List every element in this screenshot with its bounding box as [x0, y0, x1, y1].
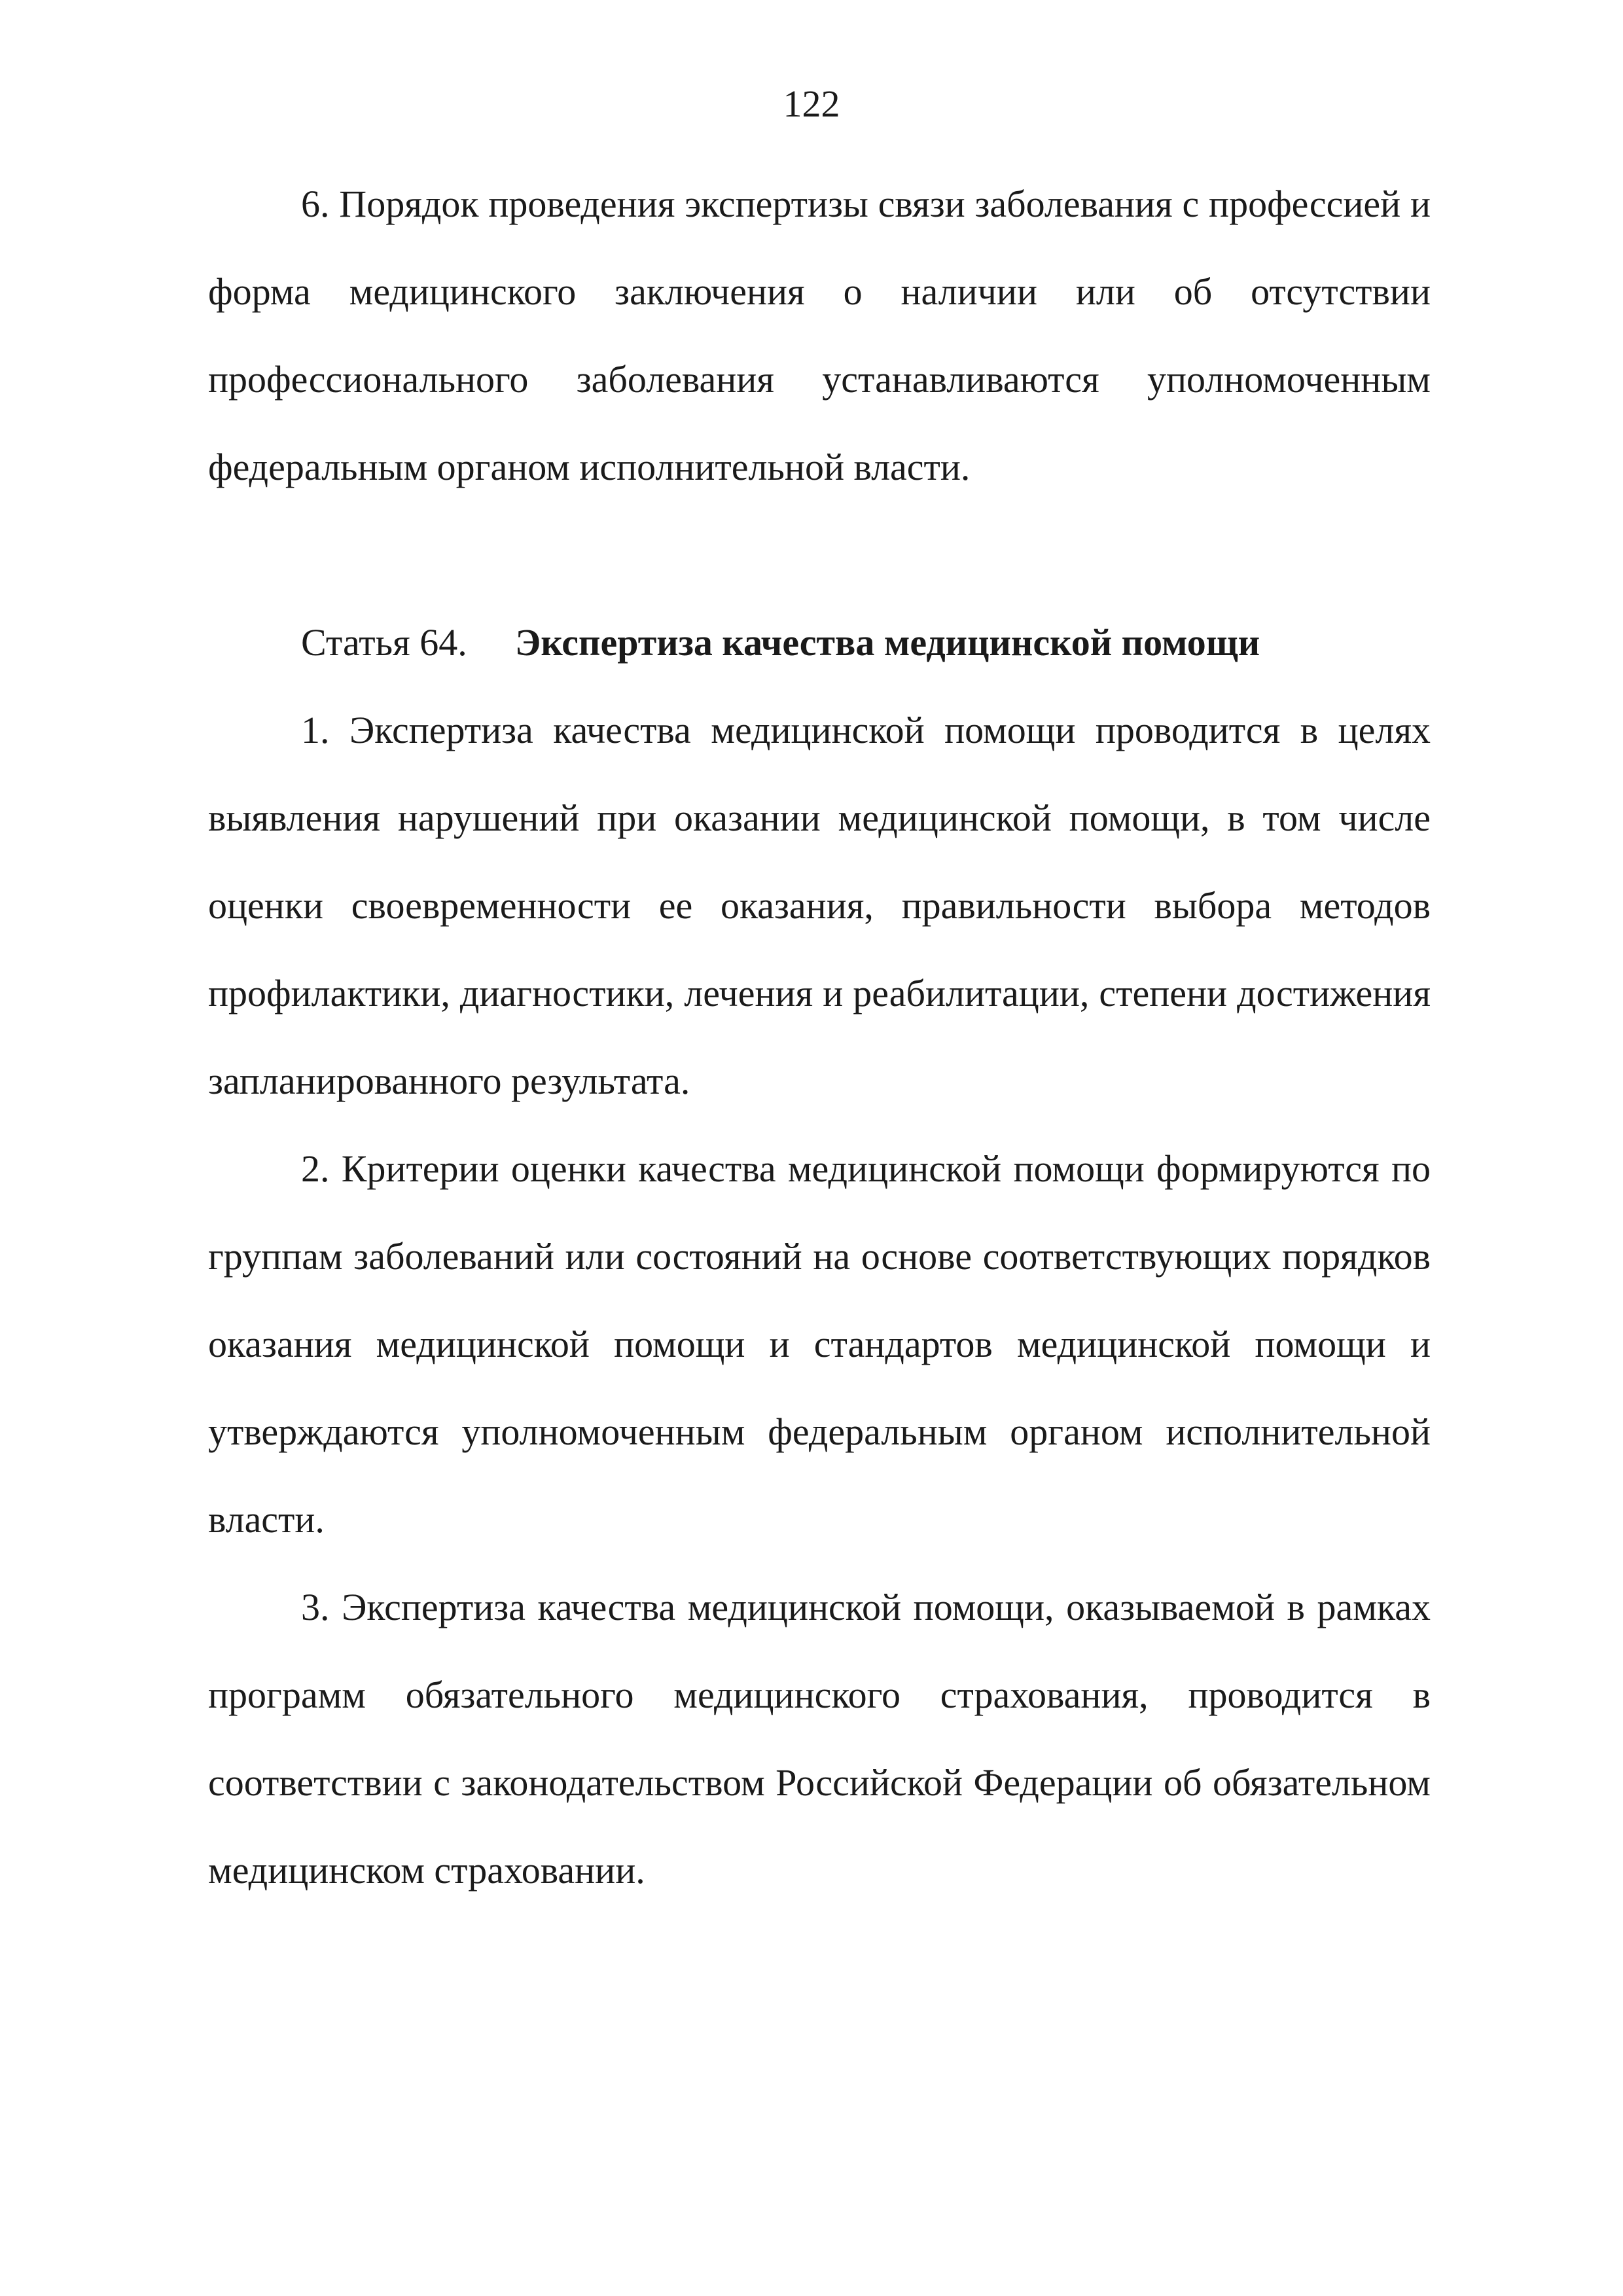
document-body — [208, 160, 1431, 1914]
paragraph-6: 6. Порядок проведения экспертизы связи заболевания с профессией и форма медицинского заключения о наличии или об отсутствии профессионального заболевания устанавливаются уполномоченным федеральным органом исполнительной власти. — [208, 183, 1431, 488]
article-paragraph-1: 1. Экспертиза качества медицинской помощи проводится в целях выявления нарушений при оказании медицинской помощи, в том числе оценки своевременности ее оказания, правильности выбора методов профилактики, диагностики, лечения и реабилитации, степени достижения запланированного результата. — [208, 709, 1431, 1102]
article-paragraph-3: 3. Экспертиза качества медицинской помощи, оказываемой в рамках программ обязательного медицинского страхования, проводится в соответствии с законодательством Российской Федерации об обязательном медицинском страховании. — [208, 1586, 1431, 1892]
article-heading — [208, 599, 1431, 687]
page-number: 122 — [783, 82, 840, 125]
article-paragraph-2: 2. Критерии оценки качества медицинской помощи формируются по группам заболеваний или состояний на основе соответствующих порядков оказания медицинской помощи и стандартов медицинской помощи и утверждаются уполномоченным федеральным органом исполнительной власти. — [208, 1147, 1431, 1541]
article-label: Статья 64. — [301, 621, 467, 664]
article-title: Экспертиза качества медицинской помощи — [515, 621, 1260, 664]
